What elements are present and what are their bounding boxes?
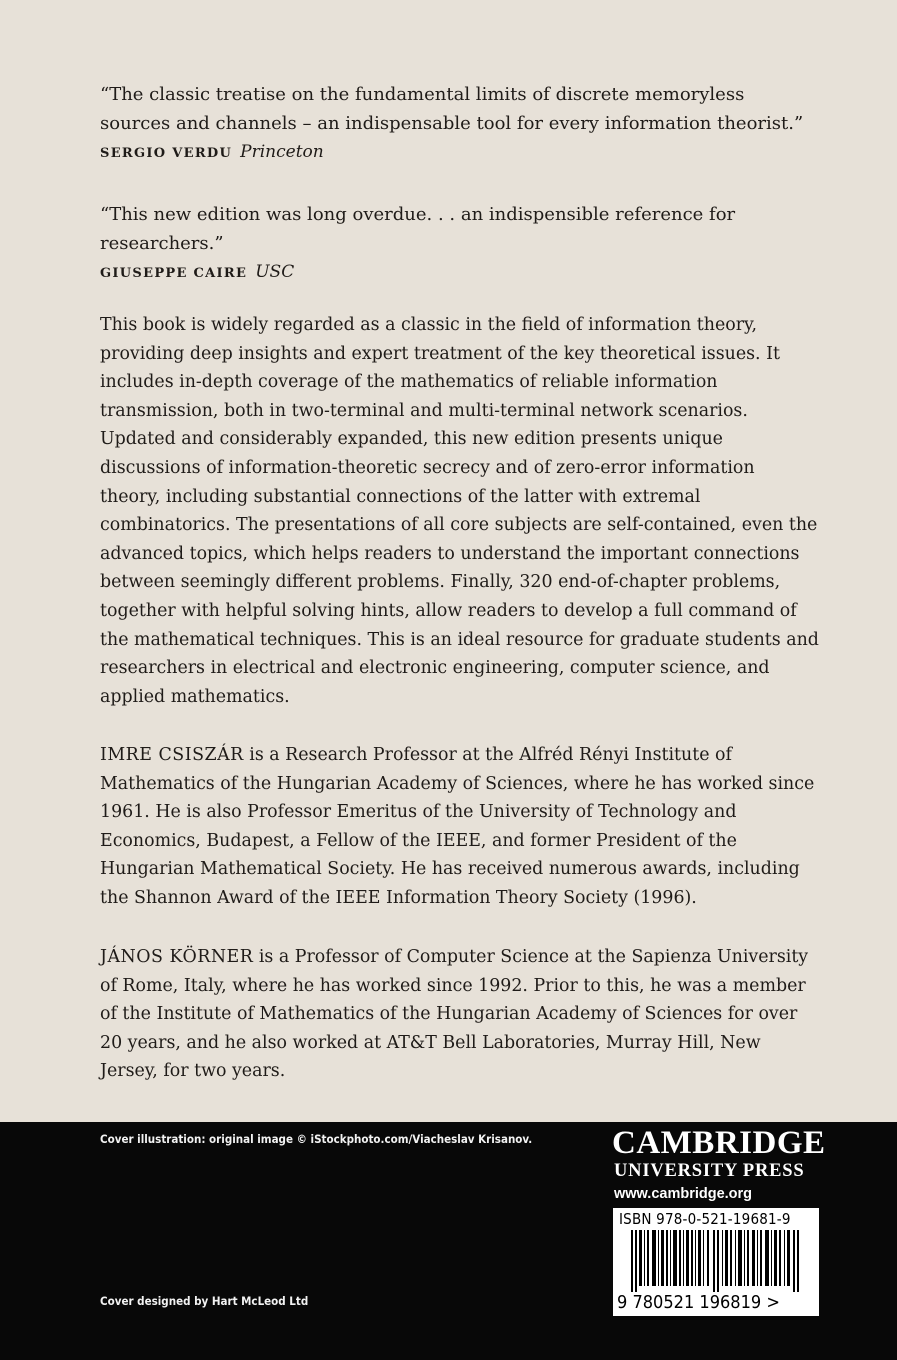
author-bio-text: is a Professor of Computer Science at the Sapienza University of Rome, Italy, where he has worked since 1992. Prior to this, he was a member of the Institute of Mathematics of the Hungarian Academy of Sciences for over 20 years, and he also worked at AT&T Bell Laboratories, Murray Hill, New Jersey, for two years. <box>100 947 809 1082</box>
illustration-credit: Cover illustration: original image © iStockphoto.com/Viacheslav Krisanov. <box>100 1132 533 1146</box>
book-description: This book is widely regarded as a classic in the field of information theory, providing deep insights and expert treatment of the key theoretical issues. It includes in-depth coverage of the mathematics of reliable information transmission, both in two-terminal and multi-terminal network scenarios. Updated and considerably expanded, this new edition presents unique discussions of information-theoretic secrecy and of zero-error information theory, including substantial connections of the latter with extremal combinatorics. The presentations of all core subjects are self-contained, even the advanced topics, which helps readers to understand the important connections between seemingly different problems. Finally, 320 end-of-chapter problems, together with helpful solving hints, allow readers to develop a full command of the mathematical techniques. This is an ideal resource for graduate students and researchers in electrical and electronic engineering, computer science, and applied mathematics. <box>100 315 819 707</box>
endorsement-attribution <box>100 138 820 168</box>
endorser-name: GIUSEPPE CAIRE <box>100 266 248 281</box>
author-bio <box>100 943 820 1086</box>
endorsements <box>100 80 820 288</box>
author-bio <box>100 741 820 913</box>
endorser-institution: Princeton <box>240 142 324 162</box>
publisher-subtitle: UNIVERSITY PRESS <box>614 1161 805 1181</box>
author-bio-text: is a Research Professor at the Alfréd Rényi Institute of Mathematics of the Hungarian Academy of Sciences, where he has worked since 1961. He is also Professor Emeritus of the University of Technology and Economics, Budapest, a Fellow of the IEEE, and former President of the Hungarian Mathematical Society. He has received numerous awards, including the Shannon Award of the IEEE Information Theory Society (1996). <box>100 745 815 908</box>
author-name: JÁNOS KÖRNER <box>100 947 254 967</box>
endorsement-attribution <box>100 258 820 288</box>
endorsement <box>100 80 820 168</box>
cover-footer <box>0 1122 897 1360</box>
endorsement-quote: “This new edition was long overdue. . . an indispensible reference for researchers.” <box>100 204 736 254</box>
publisher-logo <box>612 1125 826 1206</box>
isbn-number: ISBN 978-0-521-19681-9 <box>619 1210 791 1228</box>
author-name: IMRE CSISZÁR <box>100 745 244 765</box>
endorsement <box>100 200 820 288</box>
endorsement-quote: “The classic treatise on the fundamental limits of discrete memoryless sources and channels – an indispensable tool for every information theorist.” <box>100 84 804 134</box>
barcode-digits: 9 780521 196819 > <box>617 1292 780 1313</box>
isbn-barcode <box>613 1208 819 1316</box>
endorser-institution: USC <box>255 262 295 282</box>
endorser-name: SERGIO VERDU <box>100 146 233 161</box>
publisher-website: www.cambridge.org <box>614 1186 753 1202</box>
design-credit: Cover designed by Hart McLeod Ltd <box>100 1294 309 1308</box>
publisher-name: CAMBRIDGE <box>612 1125 826 1161</box>
barcode-icon <box>631 1230 803 1292</box>
